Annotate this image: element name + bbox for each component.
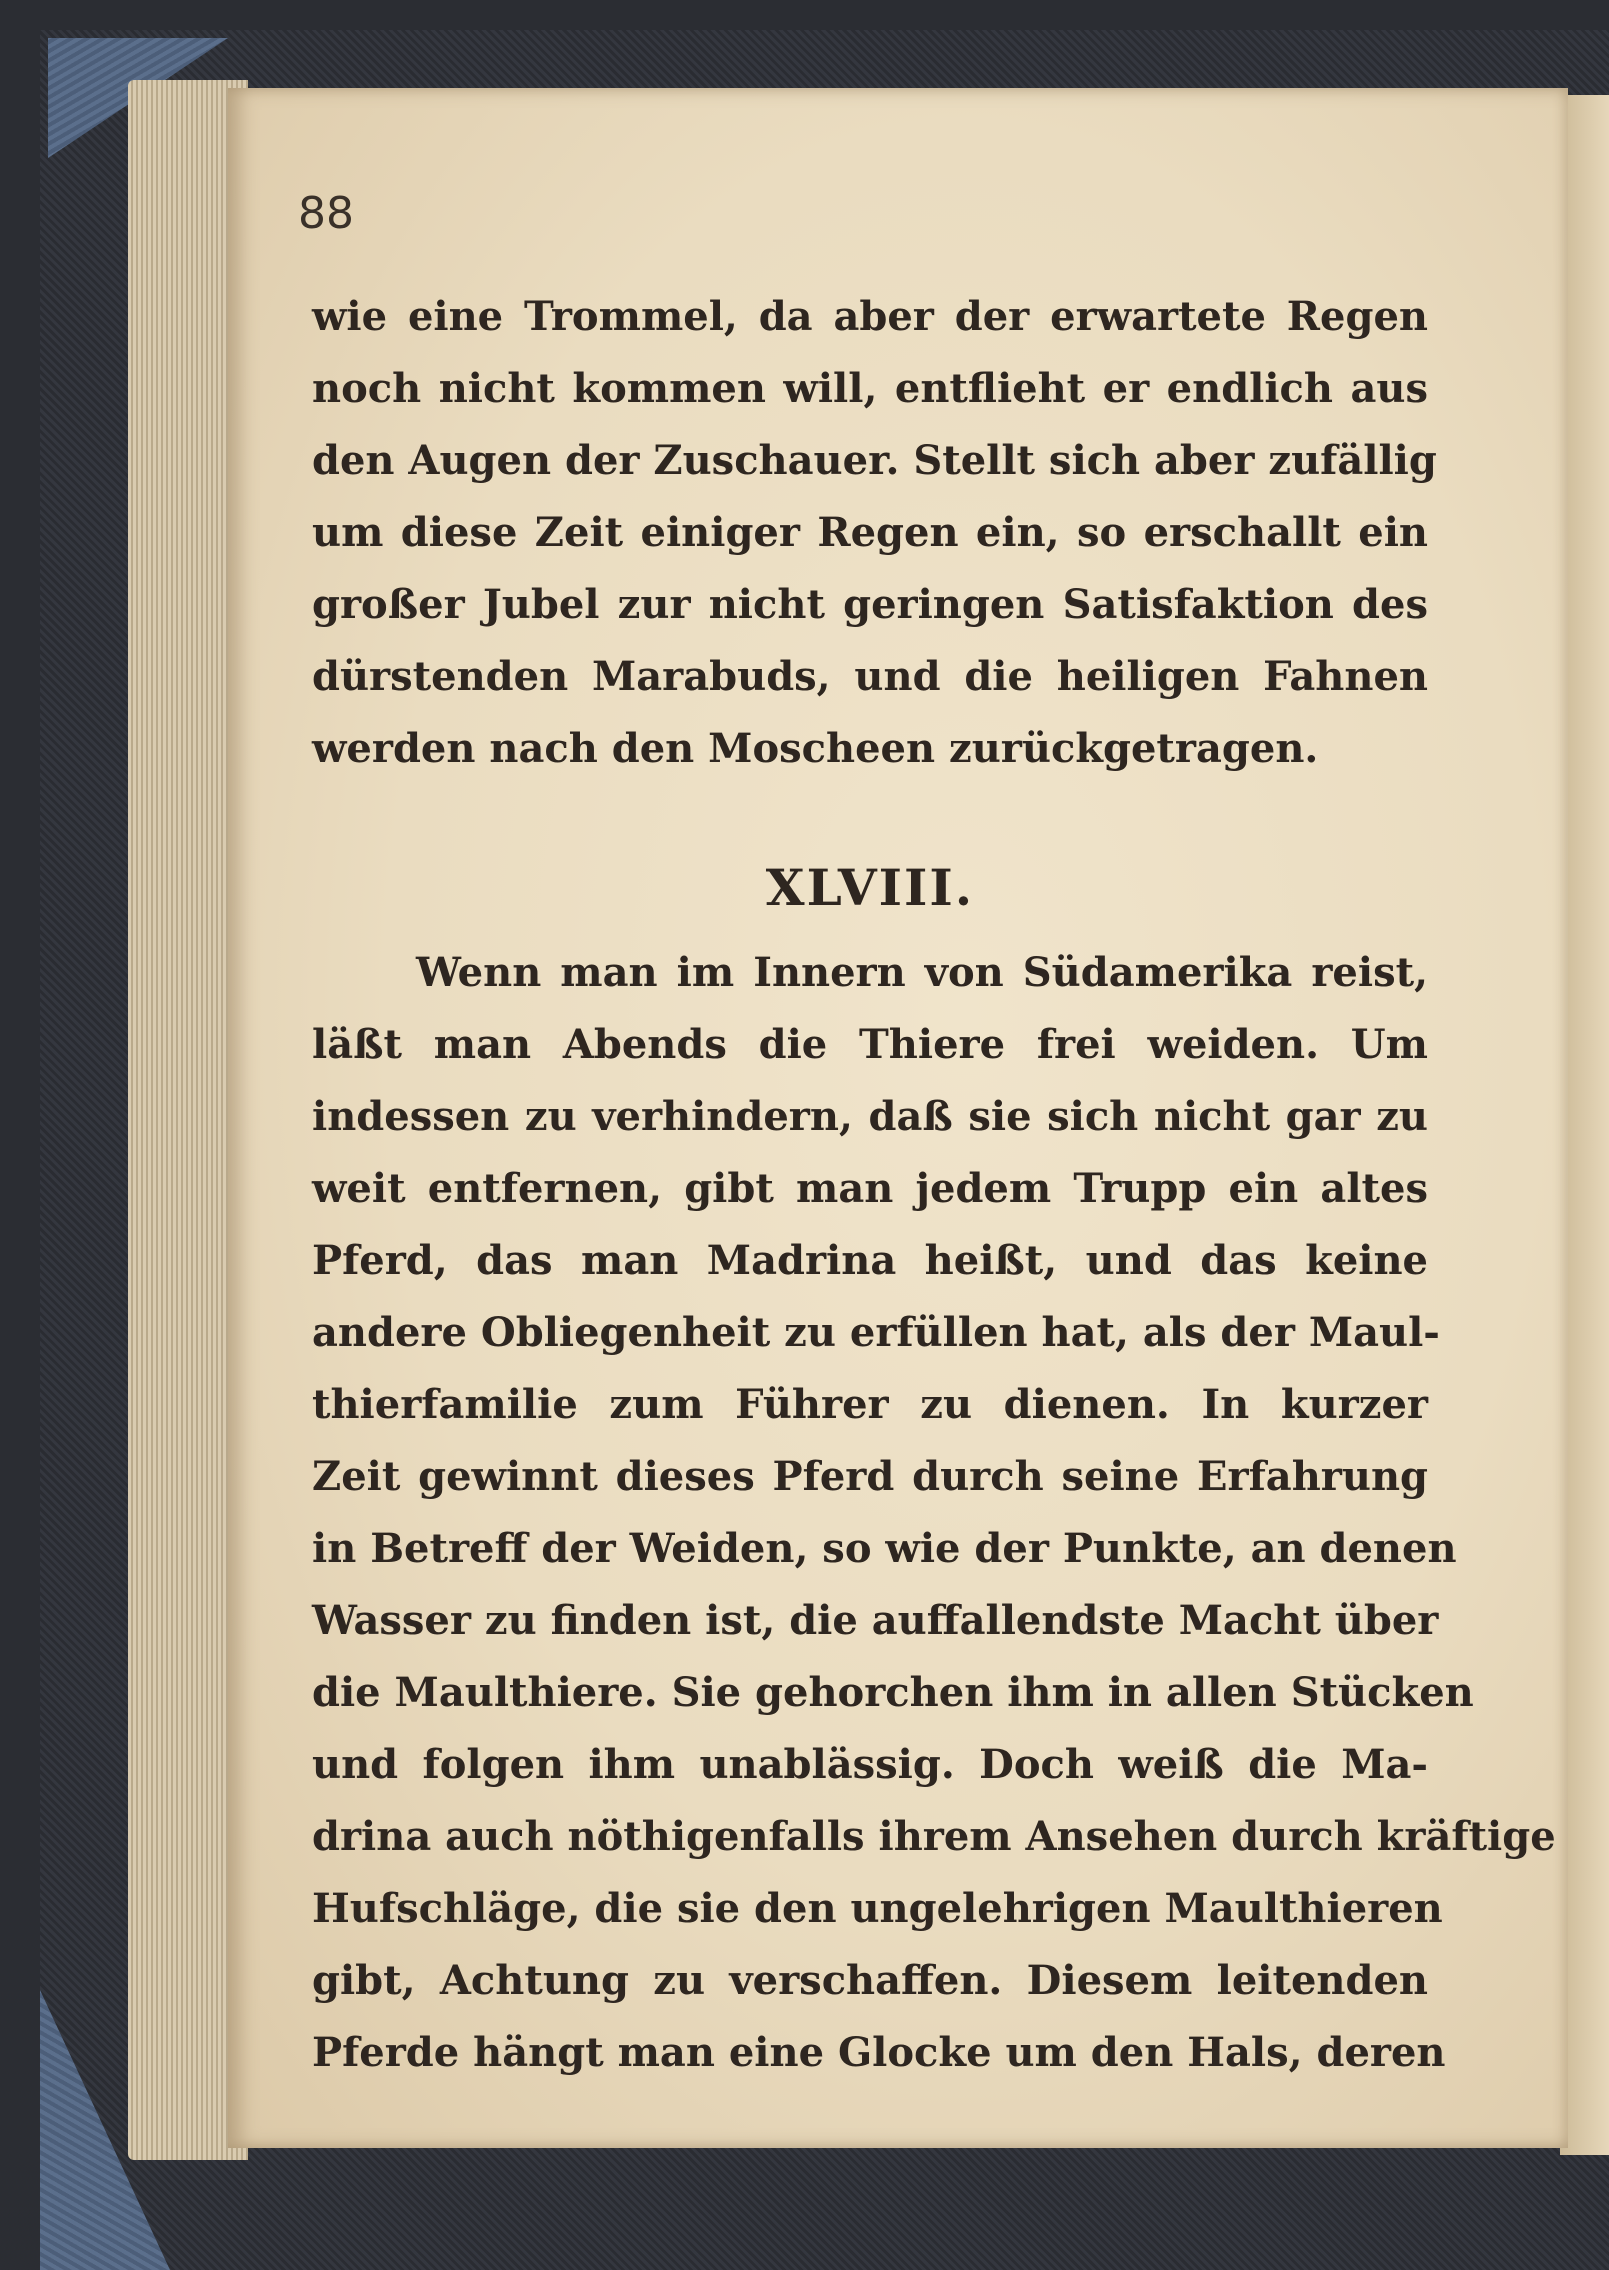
text-line: andere Obliegenheit zu erfüllen hat, als der Maul- [312, 1309, 1440, 1356]
text-line: um diese Zeit einiger Regen ein, so erschallt ein [312, 509, 1428, 556]
text-line: und folgen ihm unablässig. Doch weiß die Ma- [312, 1741, 1428, 1788]
text-line: die Maulthiere. Sie gehorchen ihm in allen Stücken [312, 1669, 1474, 1716]
text-line: in Betreff der Weiden, so wie der Punkte, an denen [312, 1525, 1457, 1572]
text-line: großer Jubel zur nicht geringen Satisfaktion des [312, 581, 1428, 628]
text-line: Pferd, das man Madrina heißt, und das keine [312, 1237, 1428, 1284]
text-line: dürstenden Marabuds, und die heiligen Fahnen [312, 653, 1428, 700]
text-line: thierfamilie zum Führer zu dienen. In kurzer [312, 1381, 1428, 1428]
text-line: den Augen der Zuschauer. Stellt sich aber zufällig [312, 437, 1437, 484]
text-line: noch nicht kommen will, entflieht er endlich aus [312, 365, 1428, 412]
page-number: 88 [298, 188, 354, 239]
text-line: gibt, Achtung zu verschaffen. Diesem leitenden [312, 1957, 1428, 2004]
text-line: drina auch nöthigenfalls ihrem Ansehen durch kräftige [312, 1813, 1556, 1860]
text-line: werden nach den Moscheen zurückgetragen. [312, 725, 1319, 772]
text-line: wie eine Trommel, da aber der erwartete Regen [312, 293, 1428, 340]
section-heading: XLVIII. [765, 858, 975, 917]
text-line: läßt man Abends die Thiere frei weiden. Um [312, 1021, 1428, 1068]
text-line: Wasser zu finden ist, die auffallendste Macht über [312, 1597, 1439, 1644]
text-line: Pferde hängt man eine Glocke um den Hals, deren [312, 2029, 1446, 2076]
text-line: Hufschläge, die sie den ungelehrigen Maulthieren [312, 1885, 1443, 1932]
text-line: indessen zu verhindern, daß sie sich nicht gar zu [312, 1093, 1428, 1140]
text-line: weit entfernen, gibt man jedem Trupp ein altes [312, 1165, 1428, 1212]
text-line: Zeit gewinnt dieses Pferd durch seine Erfahrung [312, 1453, 1428, 1500]
text-line: Wenn man im Innern von Südamerika reist, [416, 949, 1428, 996]
